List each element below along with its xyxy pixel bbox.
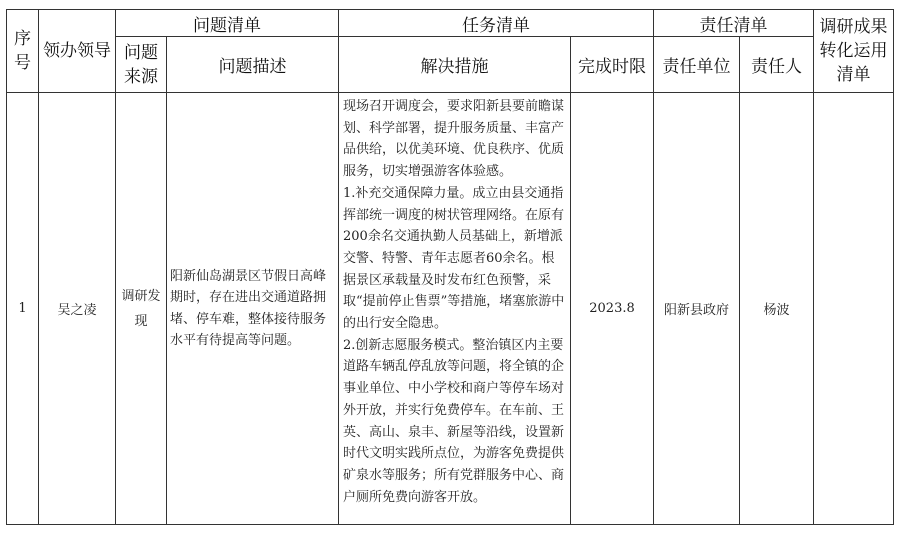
cell-outcome [814, 93, 894, 525]
header-task-group: 任务清单 [339, 10, 654, 37]
cell-unit: 阳新县政府 [654, 93, 740, 525]
header-source: 问题来源 [116, 37, 167, 93]
header-person: 责任人 [740, 37, 814, 93]
header-duty-group: 责任清单 [654, 10, 814, 37]
cell-person: 杨波 [740, 93, 814, 525]
header-deadline: 完成时限 [571, 37, 654, 93]
cell-deadline: 2023.8 [571, 93, 654, 525]
header-measures: 解决措施 [339, 37, 571, 93]
header-seq: 序号 [7, 10, 39, 93]
cell-description: 阳新仙岛湖景区节假日高峰期时，存在进出交通道路拥堵、停车难，整体接待服务水平有待提高等问题。 [167, 93, 339, 525]
cell-seq: 1 [7, 93, 39, 525]
header-row-1 [7, 10, 894, 37]
cell-source: 调研发现 [116, 93, 167, 525]
table-row [7, 93, 894, 525]
header-row-2 [7, 37, 894, 93]
cell-measures: 现场召开调度会，要求阳新县要前瞻谋划、科学部署，提升服务质量、丰富产品供给，以优美环境、优良秩序、优质服务，切实增强游客体验感。 1.补充交通保障力量。成立由县交通指挥部统一调度的树状管理网络。在原有200余名交通执勤人员基础上，新增派交警、特警、青年志愿者60余名。根据景区承载量及时发布红色预警，采取“提前停止售票”等措施，堵塞旅游中的出行安全隐患。 2.创新志愿服务模式。整治镇区内主要道路车辆乱停乱放等问题，将全镇的企事业单位、中小学校和商户等停车场对外开放，并实行免费停车。在车前、王英、高山、泉丰、新屋等沿线，设置新时代文明实践所点位，为游客免费提供矿泉水等服务；所有党群服务中心、商户厕所免费向游客开放。 [339, 93, 571, 525]
header-description: 问题描述 [167, 37, 339, 93]
header-problem-group: 问题清单 [116, 10, 339, 37]
header-unit: 责任单位 [654, 37, 740, 93]
header-outcome: 调研成果转化运用清单 [814, 10, 894, 93]
cell-leader: 吴之凌 [39, 93, 116, 525]
task-table [6, 9, 894, 525]
header-leader: 领办领导 [39, 10, 116, 93]
